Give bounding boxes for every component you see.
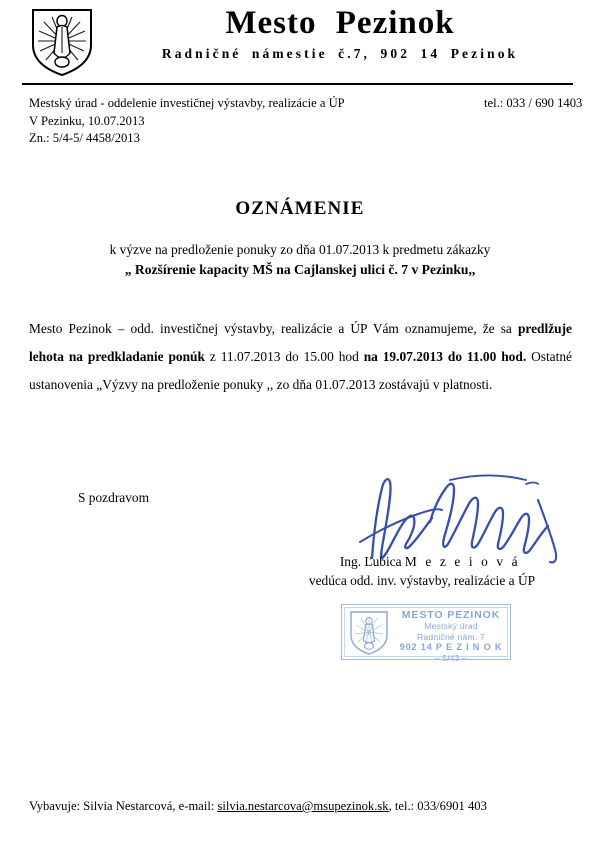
header-divider [22, 83, 573, 85]
footer-prefix: Vybavuje: Silvia Nestarcová, e-mail: [29, 799, 218, 813]
handwritten-signature [330, 470, 580, 565]
stamp-line-2: Mestský úrad [424, 621, 478, 631]
document-body [29, 315, 572, 399]
body-bold-deadline-label: predlžuje lehota na predkladanie ponúk [29, 321, 572, 364]
stamp-line-1: MESTO PEZINOK [401, 609, 501, 621]
city-title: Mesto Pezinok [225, 5, 455, 41]
stamp-line-5: – 5/43 – [435, 653, 467, 663]
subject-line-1: k výzve na predloženie ponuky zo dňa 01.07.2013 k predmetu zákazky [109, 242, 491, 257]
stamp-line-4: 902 14 P E Z I N O K [399, 642, 503, 652]
body-part-2: z 11.07.2013 do 15.00 hod [204, 349, 364, 364]
footer-suffix: , tel.: 033/6901 403 [388, 799, 487, 813]
body-bold-new-deadline: na 19.07.2013 do 11.00 hod. [363, 349, 527, 364]
document-title: OZNÁMENIE [235, 198, 365, 219]
city-address: Radničné námestie č.7, 902 14 Pezinok [161, 46, 519, 61]
office-phone: tel.: 033 / 690 1403 [484, 96, 583, 110]
subject-line-2: „ Rozšírenie kapacity MŠ na Cajlanskej ulici č. 7 v Pezinku,, [124, 262, 476, 277]
letterhead-meta [29, 95, 583, 148]
office-line: Mestský úrad - oddelenie investičnej výstavby, realizácie a ÚP [29, 96, 345, 110]
reference-number: Zn.: 5/4-5/ 4458/2013 [29, 131, 140, 145]
official-stamp [341, 604, 511, 663]
signatory-name [280, 552, 580, 571]
pezinok-coat-of-arms-icon [30, 7, 94, 77]
document-header [0, 0, 600, 78]
office-line-row [29, 95, 583, 113]
closing-salutation: S pozdravom [78, 490, 150, 505]
signatory-surname: M e z e i o v á [404, 554, 521, 569]
signatory-role: vedúca odd. inv. výstavby, realizácie a ÚP [308, 573, 536, 588]
document-subject [40, 240, 560, 280]
place-date: V Pezinku, 10.07.2013 [29, 113, 145, 128]
signatory-name-prefix: Ing. Ľubica [339, 554, 405, 569]
body-part-1: Mesto Pezinok – odd. investičnej výstavby, realizácie a ÚP Vám oznamujeme, že sa [29, 321, 518, 336]
stamp-line-3: Radničné nám. 7 [417, 631, 485, 642]
stamp-text-block [394, 609, 508, 664]
contact-email-link[interactable]: silvia.nestarcova@msupezinok.sk [217, 799, 389, 813]
header-titles [100, 4, 580, 64]
document-footer [29, 798, 574, 815]
body-part-3: Ostatné ustanovenia „Výzvy na predloženie ponuky ,, zo dňa 01.07.2013 zostávajú v platnosti. [29, 349, 572, 392]
pezinok-coat-of-arms-icon [349, 610, 389, 655]
